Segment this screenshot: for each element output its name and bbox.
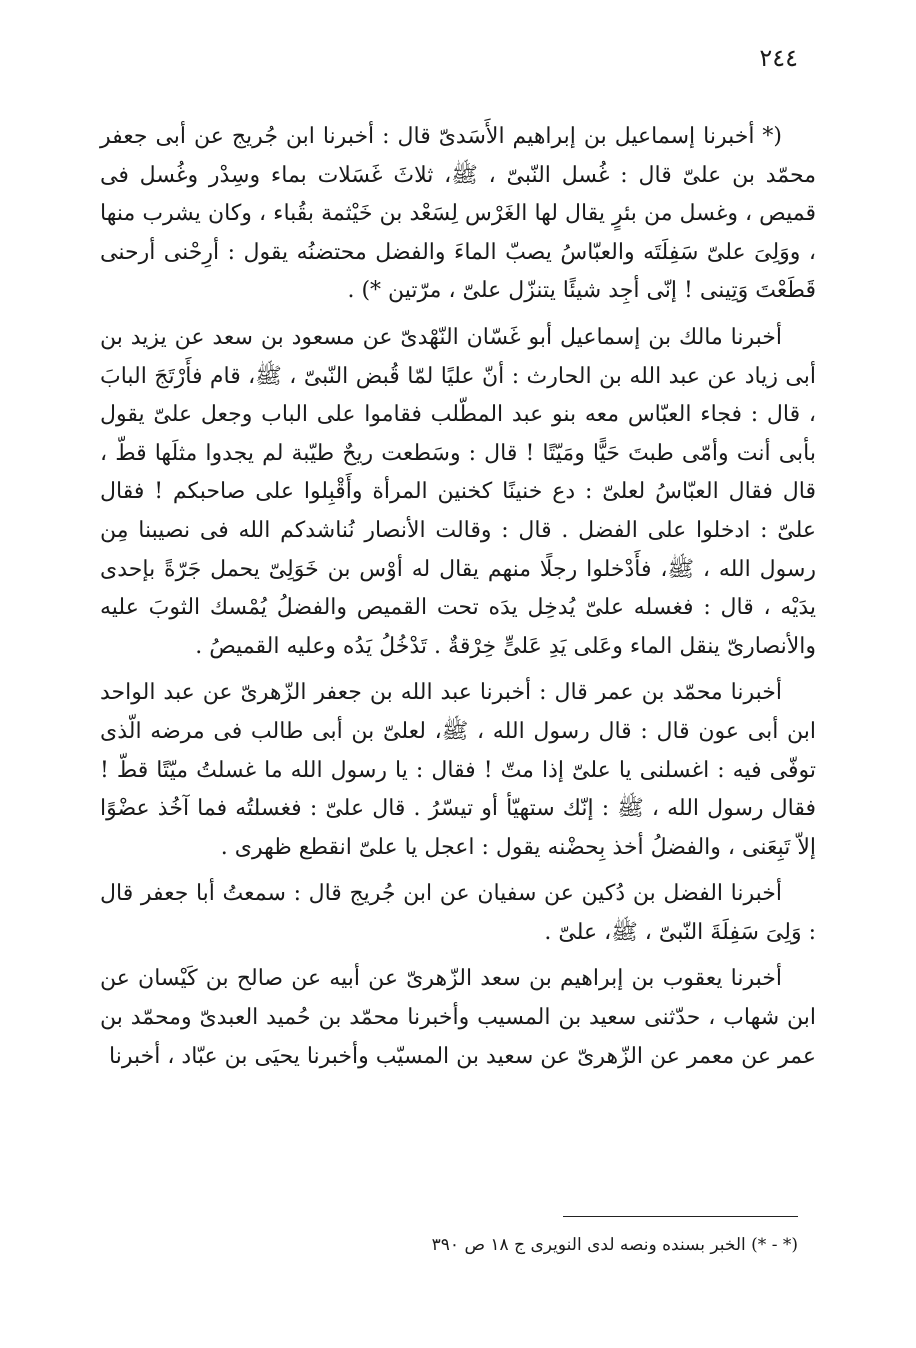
paragraph-3: أخبرنا محمّد بن عمر قال : أخبرنا عبد الله بن جعفر الزّهرىّ عن عبد الواحد ابن أبى عون قال : قال رسول الله ، ﷺ، لعلىّ بن أبى طالب فى مرضه الّذى توفّى فيه : اغسلنى يا علىّ إذا متّ ! فقال : يا رسول الله ما غسلتُ ميّتًا قطّ ! فقال رسول الله ، ﷺ : إنّك ستهيّأ أو تيسّرُ . قال علىّ : فغسلتُه فما آخُذ عضْوًا إلاّ تَبِعَنى ، والفضلُ أخذ بِحضْنه يقول : اعجل يا علىّ انقطع ظهرى .: [100, 680, 816, 860]
page-number: ٢٤٤: [759, 44, 798, 72]
paragraph-5: أخبرنا يعقوب بن إبراهيم بن سعد الزّهرىّ عن أبيه عن صالح بن كَيْسان عن ابن شهاب ، حدّثنى سعيد بن المسيب وأخبرنا محمّد بن حُميد العبدىّ ومحمّد بن عمر عن معمر عن الزّهرىّ عن سعيد بن المسيّب وأخبرنا يحيَى بن عبّاد ، أخبرنا: [100, 966, 816, 1069]
footnote: (* - *) الخبر بسنده ونصه لدى النويرى ج ١٨ ص ٣٩٠: [431, 1235, 798, 1255]
paragraph-1: (* أخبرنا إسماعيل بن إبراهيم الأَسَدىّ قال : أخبرنا ابن جُريج عن أبى جعفر محمّد بن علىّ قال : غُسل النّبىّ ، ﷺ، ثلاثَ غَسَلات بماء وسِدْر وغُسل فى قميص ، وغسل من بئرٍ يقال لها الغَرْس لِسَعْد بن خَيْثمة بقُباء ، وكان يشرب منها ، ووَلِىَ علىّ سَفِلَتَه والعبّاسُ يصبّ الماءَ والفضل محتضنُه يقول : أرِحْنى أرحنى قَطَعْتَ وَتِينى ! إنّى أجِد شيئًا يتنزّل علىّ ، مرّتين *) .: [100, 124, 816, 304]
footnote-divider: [563, 1216, 798, 1217]
main-text: [100, 118, 816, 1084]
paragraph-2: أخبرنا مالك بن إسماعيل أبو غَسّان النّهْدىّ عن مسعود بن سعد عن يزيد بن أبى زياد عن عبد الله بن الحارث : أنّ عليًا لمّا قُبض النّبىّ ، ﷺ، قام فأَرْتَجَ البابَ ، قال : فجاء العبّاس معه بنو عبد المطّلب فقاموا على الباب وجعل علىّ يقول بأبى أنت وأمّى طبتَ حَيًّا ومَيّتًا ! قال : وسَطعت ريحٌ طيّبة لم يجدوا مثلَها قطّ ، قال فقال العبّاسُ لعلىّ : دع خنينًا كخنين المرأة وأَقْبِلوا على صاحبكم ! فقال علىّ : ادخلوا على الفضل . قال : وقالت الأنصار نُناشدكم الله فى نصيبنا مِن رسول الله ، ﷺ، فأَدْخلوا رجلًا منهم يقال له أوْس بن خَوَلِىّ يحمل جَرّةً بإحدى يدَيْه ، قال : فغسله علىّ يُدخِل يدَه تحت القميص والفضلُ يُمْسك الثوبَ عليه والأنصارىّ ينقل الماء وعَلى يَدِ عَلىٍّ خِرْقةٌ . تَدْخُلُ يَدُه وعليه القميصُ .: [100, 324, 817, 659]
paragraph-4: أخبرنا الفضل بن دُكين عن سفيان عن ابن جُريج قال : سمعتُ أبا جعفر قال : وَلِىَ سَفِلَةَ النّبىّ ، ﷺ، علىّ .: [100, 881, 816, 945]
